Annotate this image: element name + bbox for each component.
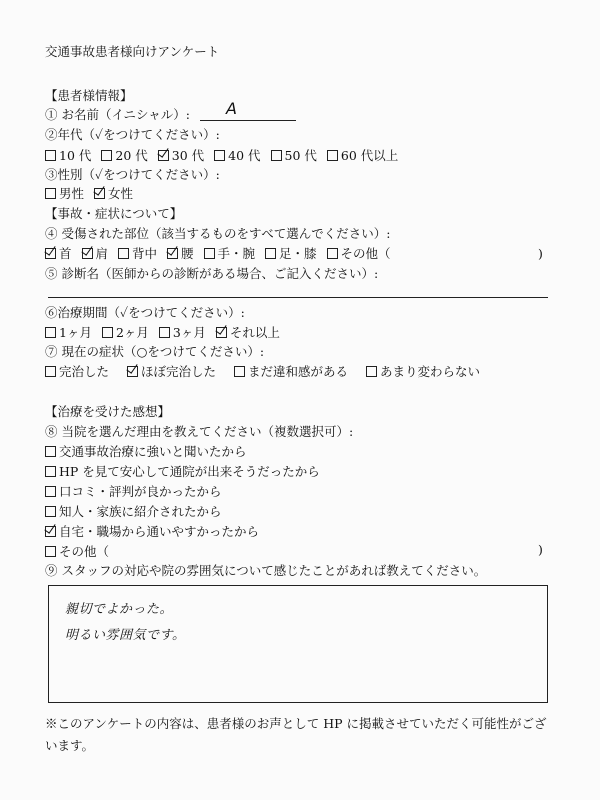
reason-checkbox-2[interactable]: [45, 466, 56, 477]
reason-checkbox-1[interactable]: [45, 446, 56, 457]
gender-option-female[interactable]: 女性: [94, 186, 133, 201]
reason-checkbox-6[interactable]: [45, 546, 56, 557]
age-checkbox-20[interactable]: [101, 150, 112, 161]
q8-label: 当院を選んだ理由を教えてください（複数選択可）:: [61, 424, 354, 439]
age-checkbox-10[interactable]: [45, 150, 56, 161]
injury-option-other[interactable]: その他（: [327, 246, 391, 261]
comment-line-1: 親切でよかった。: [65, 602, 174, 617]
injury-option-waist[interactable]: 腰: [167, 246, 194, 261]
q3-options: [45, 186, 139, 202]
q4-number: ④: [45, 226, 58, 241]
q4-close-paren: ): [538, 246, 543, 261]
q5-answer-line[interactable]: [48, 297, 548, 298]
age-checkbox-50[interactable]: [271, 150, 282, 161]
q4-options: [45, 246, 397, 262]
injury-option-shoulder[interactable]: 肩: [82, 246, 109, 261]
q8-number: ⑧: [45, 424, 58, 439]
injury-checkbox-neck[interactable]: [45, 248, 56, 259]
gender-option-male[interactable]: 男性: [45, 186, 84, 201]
q6-options: [45, 325, 286, 341]
form-title: 交通事故患者様向けアンケート: [45, 44, 220, 59]
q1-row: [45, 107, 190, 123]
q1-name-underline: [200, 120, 296, 121]
reason-checkbox-4[interactable]: [45, 506, 56, 517]
q7-number: ⑦: [45, 344, 58, 359]
period-checkbox-more[interactable]: [216, 327, 227, 338]
symptom-checkbox-discomfort[interactable]: [234, 366, 245, 377]
q7-label: 現在の症状（○をつけてください）:: [61, 344, 265, 359]
q2-options: [45, 148, 404, 164]
reason-option-6[interactable]: その他（: [45, 544, 109, 560]
age-option-30[interactable]: 30 代: [158, 148, 204, 163]
injury-checkbox-leg-knee[interactable]: [265, 248, 276, 259]
q2-label: ②年代（✓をつけてください）:: [45, 127, 220, 142]
age-option-60[interactable]: 60 代以上: [327, 148, 398, 163]
injury-checkbox-back[interactable]: [118, 248, 129, 259]
q7-row: [45, 344, 264, 360]
q5-row: [45, 266, 378, 282]
q5-label: 診断名（医師からの診断がある場合、ご記入ください）:: [61, 266, 379, 281]
age-option-10[interactable]: 10 代: [45, 148, 91, 163]
period-checkbox-1m[interactable]: [45, 327, 56, 338]
q8-row: [45, 424, 353, 440]
injury-option-hand-arm[interactable]: 手・腕: [204, 246, 256, 261]
period-checkbox-3m[interactable]: [159, 327, 170, 338]
symptom-option-discomfort[interactable]: まだ違和感がある: [234, 364, 348, 379]
comment-textarea[interactable]: [48, 585, 548, 703]
symptom-option-unchanged[interactable]: あまり変わらない: [366, 364, 480, 379]
gender-checkbox-female[interactable]: [94, 188, 105, 199]
q9-row: [45, 563, 486, 579]
q5-number: ⑤: [45, 266, 58, 281]
q8-close-paren: ): [538, 542, 543, 557]
age-option-50[interactable]: 50 代: [271, 148, 317, 163]
injury-checkbox-other[interactable]: [327, 248, 338, 259]
age-checkbox-60[interactable]: [327, 150, 338, 161]
patient-section-heading: 【患者様情報】: [45, 88, 133, 103]
reason-option-5[interactable]: 自宅・職場から通いやすかったから: [45, 524, 259, 540]
symptom-option-healed[interactable]: 完治した: [45, 364, 109, 379]
q3-label: ③性別（✓をつけてください）:: [45, 167, 220, 182]
symptom-checkbox-unchanged[interactable]: [366, 366, 377, 377]
period-option-more[interactable]: それ以上: [216, 325, 280, 340]
reason-option-1[interactable]: 交通事故治療に強いと聞いたから: [45, 444, 247, 460]
reason-checkbox-5[interactable]: [45, 526, 56, 537]
period-option-2m[interactable]: 2ヶ月: [102, 325, 149, 340]
q9-label: スタッフの対応や院の雰囲気について感じたことがあれば教えてください。: [61, 563, 487, 578]
q6-label: ⑥治療期間（✓をつけてください）:: [45, 305, 245, 320]
injury-checkbox-shoulder[interactable]: [82, 248, 93, 259]
reason-option-4[interactable]: 知人・家族に紹介されたから: [45, 504, 222, 520]
injury-checkbox-hand-arm[interactable]: [204, 248, 215, 259]
symptom-checkbox-healed[interactable]: [45, 366, 56, 377]
treatment-section-heading: 【治療を受けた感想】: [45, 404, 171, 419]
gender-checkbox-male[interactable]: [45, 188, 56, 199]
q4-row: [45, 226, 390, 242]
symptom-option-almost-healed[interactable]: ほぼ完治した: [127, 364, 216, 379]
q1-name-value[interactable]: A: [226, 99, 237, 118]
q4-label: 受傷された部位（該当するものをすべて選んでください）:: [61, 226, 391, 241]
injury-option-neck[interactable]: 首: [45, 246, 72, 261]
symptom-checkbox-almost-healed[interactable]: [127, 366, 138, 377]
reason-option-3[interactable]: 口コミ・評判が良かったから: [45, 484, 222, 500]
reason-checkbox-3[interactable]: [45, 486, 56, 497]
footer-note-line-1: ※このアンケートの内容は、患者様のお声として HP に掲載させていただく可能性がござ: [45, 716, 547, 731]
reason-option-2[interactable]: HP を見て安心して通院が出来そうだったから: [45, 464, 320, 480]
age-checkbox-30[interactable]: [158, 150, 169, 161]
q1-number: ①: [45, 107, 58, 122]
age-option-20[interactable]: 20 代: [101, 148, 147, 163]
comment-line-2: 明るい雰囲気です。: [65, 628, 186, 643]
injury-option-back[interactable]: 背中: [118, 246, 157, 261]
injury-checkbox-waist[interactable]: [167, 248, 178, 259]
period-option-1m[interactable]: 1ヶ月: [45, 325, 92, 340]
accident-section-heading: 【事故・症状について】: [45, 206, 183, 221]
q1-label: お名前（イニシャル）:: [61, 107, 190, 122]
injury-option-leg-knee[interactable]: 足・膝: [265, 246, 317, 261]
period-option-3m[interactable]: 3ヶ月: [159, 325, 206, 340]
period-checkbox-2m[interactable]: [102, 327, 113, 338]
footer-note-line-2: います。: [45, 738, 95, 753]
q9-number: ⑨: [45, 563, 58, 578]
age-checkbox-40[interactable]: [214, 150, 225, 161]
q7-options: [45, 364, 486, 380]
age-option-40[interactable]: 40 代: [214, 148, 260, 163]
